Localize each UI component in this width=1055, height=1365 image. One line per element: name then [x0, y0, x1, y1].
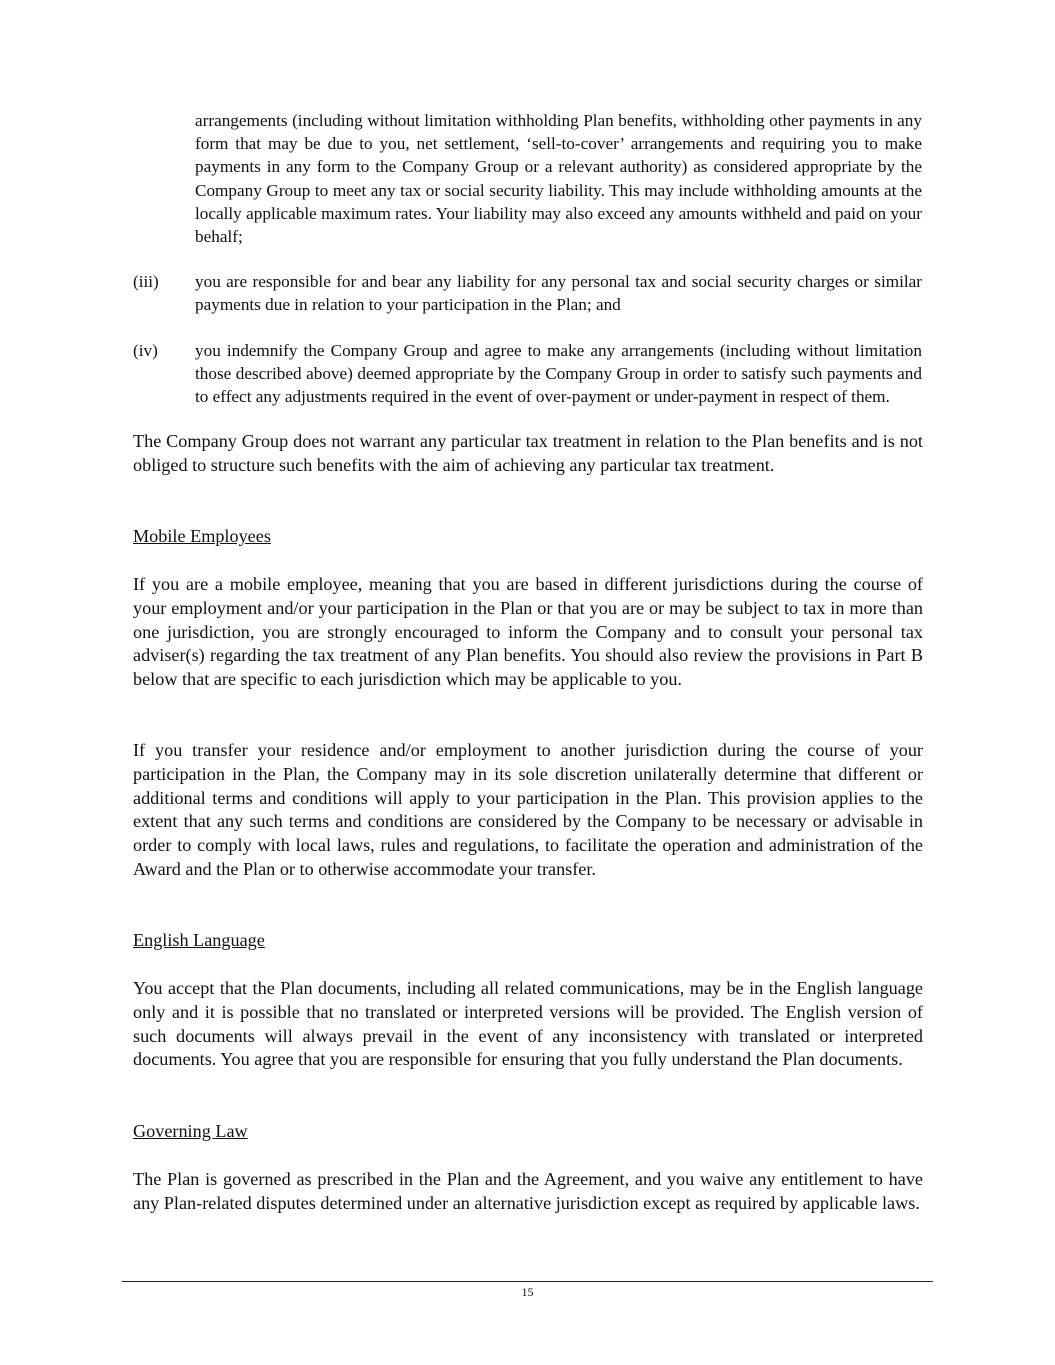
list-text: you indemnify the Company Group and agree to make any arrangements (including without limitation those described above) deemed appropriate by the Company Group in order to satisfy such payments and to effect any adjustments required in the event of over-payment or under-payment in respect of them.	[195, 341, 922, 407]
governing-law-paragraph: The Plan is governed as prescribed in the Plan and the Agreement, and you waive any entitlement to have any Plan-related disputes determined under an alternative jurisdiction except as required by applicable laws.	[133, 1169, 923, 1213]
section-heading-mobile-employees: Mobile Employees	[133, 526, 271, 546]
mobile-employees-paragraph-1: If you are a mobile employee, meaning that you are based in different jurisdictions during the course of your employment and/or your participation in the Plan or that you are or may be subject to tax in more than one jurisdiction, you are strongly encouraged to inform the Company and to consult your personal tax adviser(s) regarding the tax treatment of any Plan benefits. You should also review the provisions in Part B below that are specific to each jurisdiction which may be applicable to you.	[133, 574, 923, 690]
section-heading-governing-law: Governing Law	[133, 1121, 248, 1141]
english-language-paragraph: You accept that the Plan documents, including all related communications, may be in the English language only and it is possible that no translated or interpreted versions will be provided. The English version of such documents will always prevail in the event of any inconsistency with translated or interpreted documents. You agree that you are responsible for ensuring that you fully understand the Plan documents.	[133, 978, 923, 1070]
continued-clause-text: arrangements (including without limitation withholding Plan benefits, withholding other payments in any form that may be due to you, net settlement, ‘sell-to-cover’ arrangements and requiring you to make payments in any form to the Company Group or a relevant authority) as considered appropriate by the Company Group to meet any tax or social security liability. This may include withholding amounts at the locally applicable maximum rates. Your liability may also exceed any amounts withheld and paid on your behalf;	[195, 111, 922, 247]
section-heading-english-language: English Language	[133, 930, 265, 950]
tax-treatment-paragraph: The Company Group does not warrant any particular tax treatment in relation to the Plan benefits and is not obliged to structure such benefits with the aim of achieving any particular tax treatment.	[133, 431, 923, 475]
list-text: you are responsible for and bear any liability for any personal tax and social security charges or similar payments due in relation to your participation in the Plan; and	[195, 272, 922, 315]
list-number: (iii)	[133, 272, 159, 291]
footer-divider	[122, 1281, 933, 1282]
list-number: (iv)	[133, 341, 158, 360]
page-number: 15	[521, 1285, 534, 1299]
mobile-employees-paragraph-2: If you transfer your residence and/or employment to another jurisdiction during the course of your participation in the Plan, the Company may in its sole discretion unilaterally determine that different or additional terms and conditions will apply to your participation in the Plan. This provision applies to the extent that any such terms and conditions are considered by the Company to be necessary or advisable in order to comply with local laws, rules and regulations, to facilitate the operation and administration of the Award and the Plan or to otherwise accommodate your transfer.	[133, 740, 923, 879]
